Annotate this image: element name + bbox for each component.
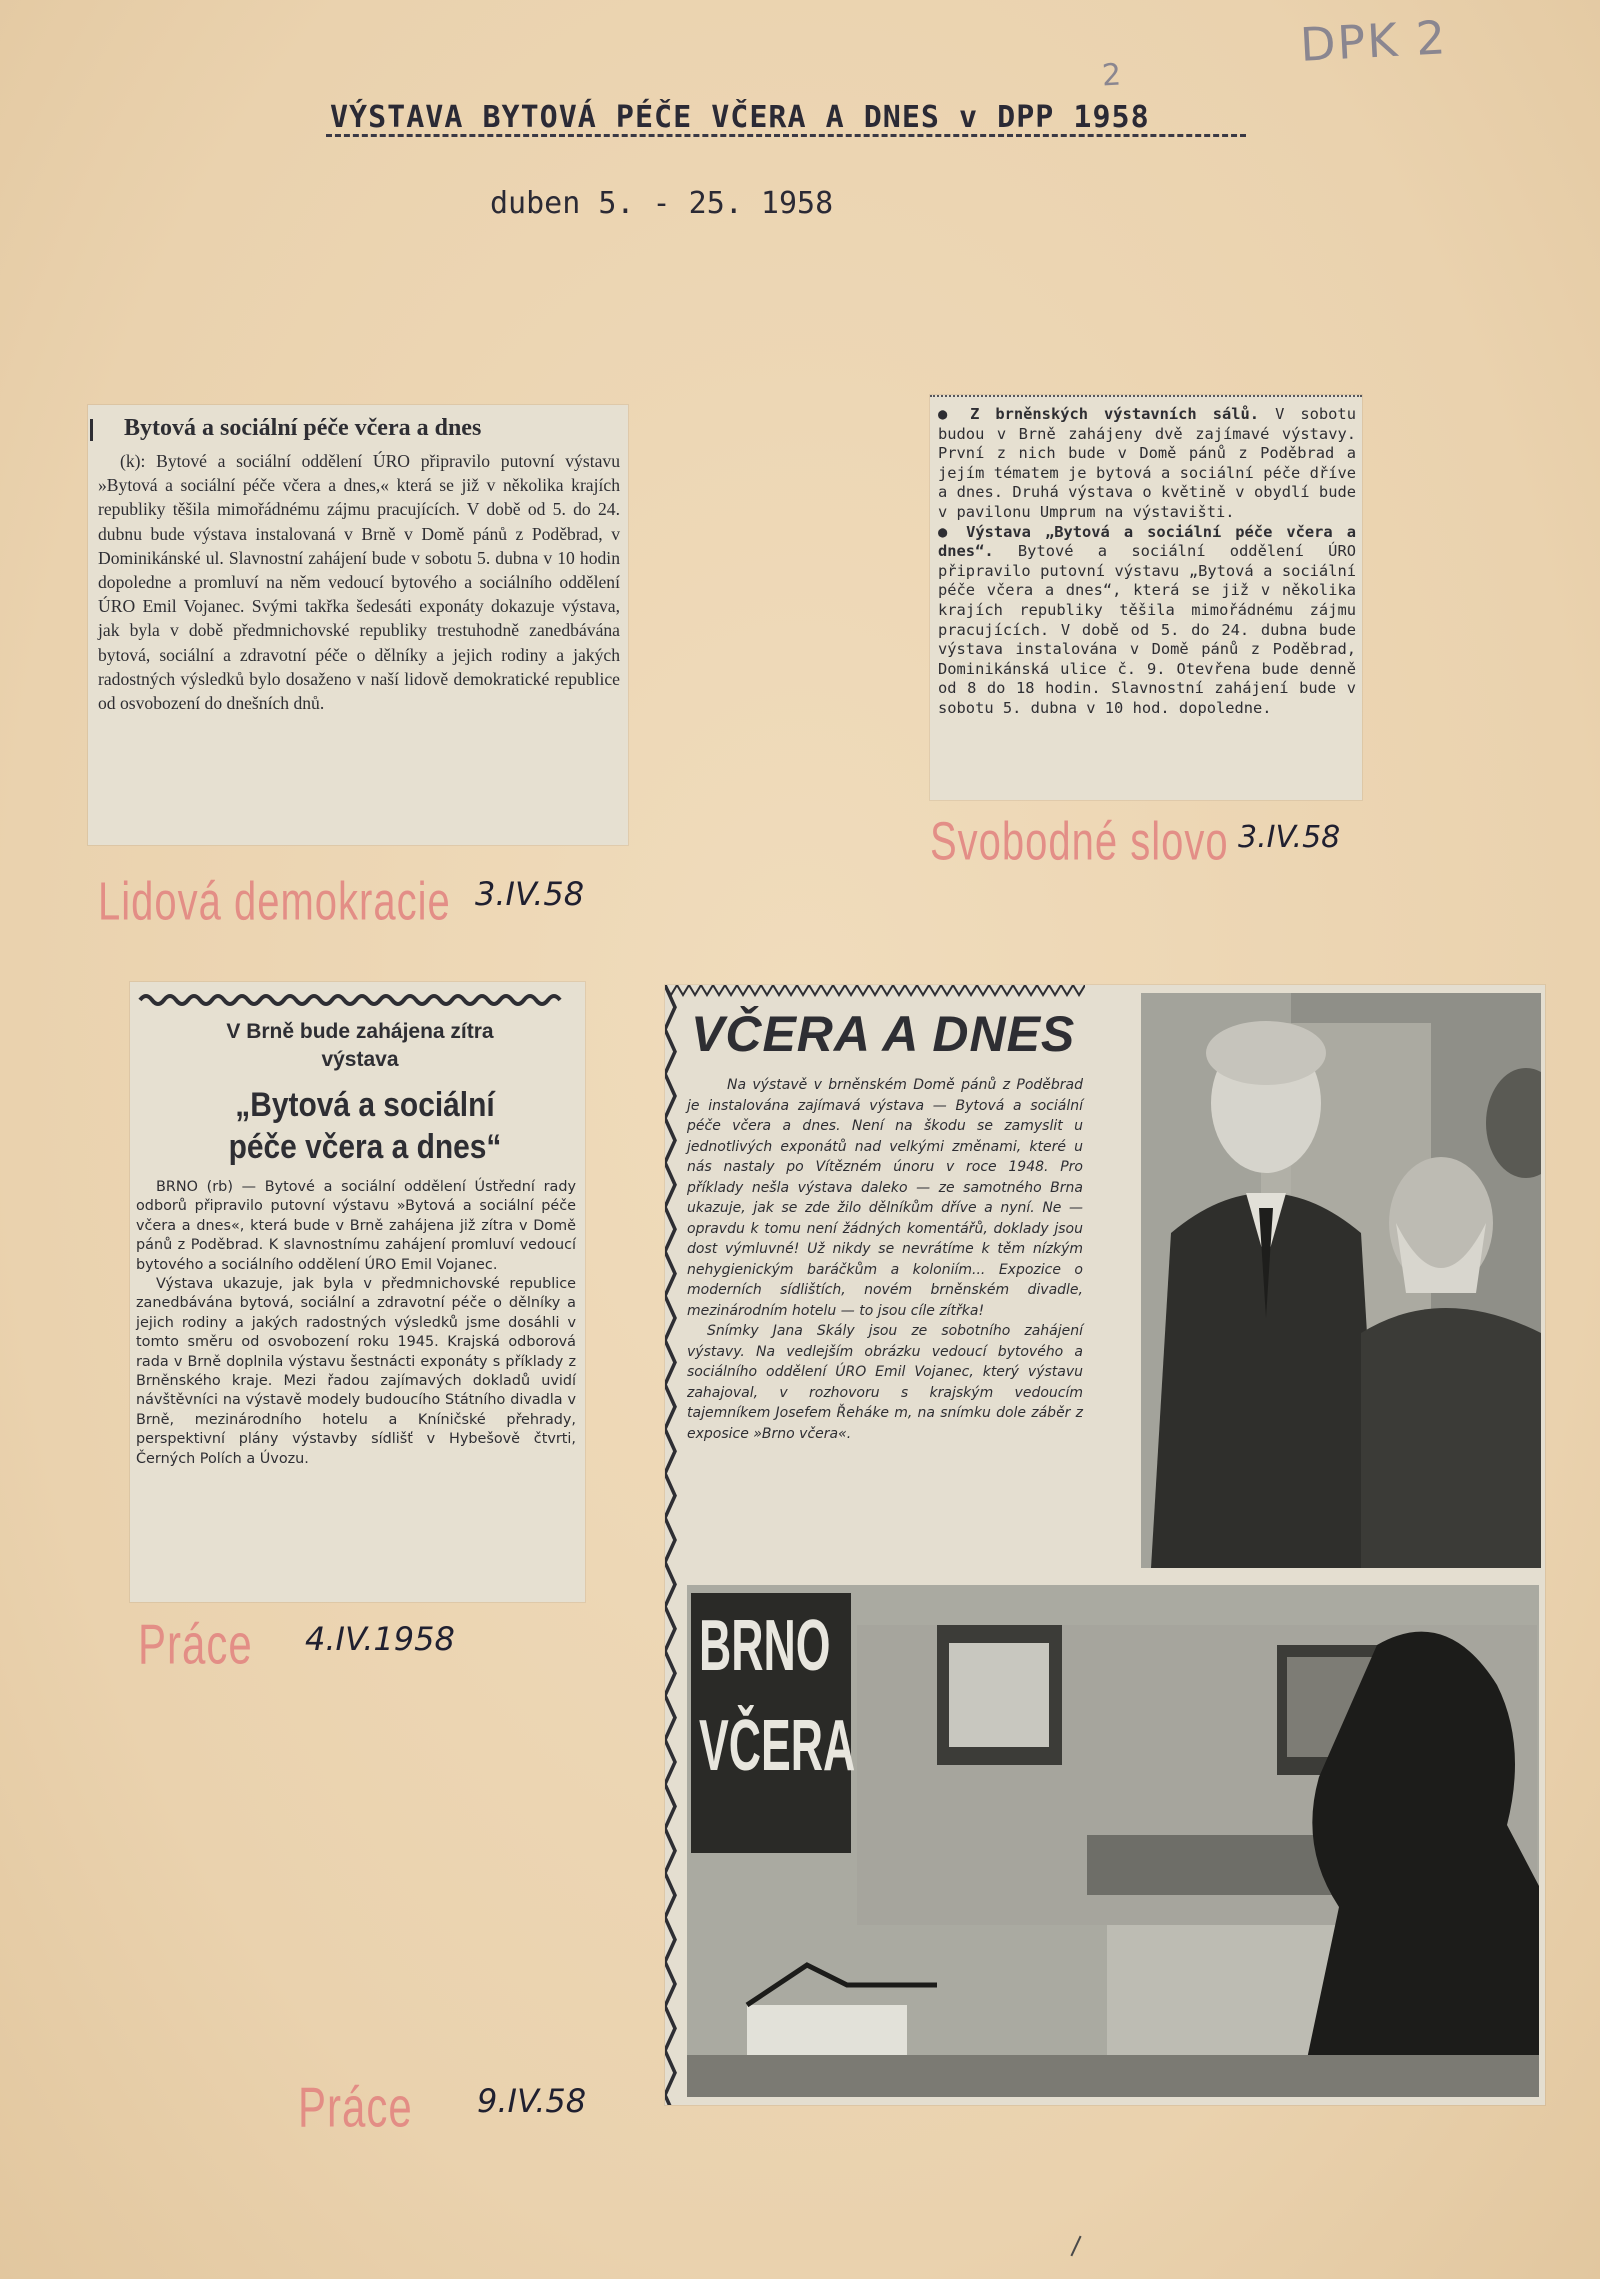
clip-body-2: Výstava ukazuje, jak byla v předmnichovské republice zanedbávána bytová, sociální a zdravotní péče o dělníky a jejich rodiny a jakých radostných výsledků jsme dosáhli v tomto směru od osvobození roku 1945. Krajská odborová rada v Brně doplnila výstavu šestnácti exponáty s příklady z Brněnského kraje. Mezi řadou zajímavých dokladů uvidí návštěvníci na výstavě modely budoucího Státního divadla v Brně, mezinárodního hotelu a Kníničské přehrady, perspektivní plány výstavby sídlišť v Hybešově čtvrti, Černých Polích a Úvozu. [136, 1276, 576, 1467]
clip-headline: „Bytová a sociální péče včera a dnes“ [228, 1086, 502, 1166]
clipping-prace-1 [130, 982, 585, 1602]
clip-headline-bar [90, 419, 93, 441]
document-title: VÝSTAVA BYTOVÁ PÉČE VČERA A DNES v DPP 1958 [330, 100, 1150, 135]
clip-body-1: BRNO (rb) — Bytové a sociální oddělení Ústřední rady odborů připravilo putovní výstavu »Bytová a sociální péče včera a dnes«, která bude v Brně zahájena již zítra v Domě pánů z Poděbrad. K slavnostnímu zahájení promluví vedoucí bytového a sociálního oddělení ÚRO Emil Vojanec. [136, 1179, 576, 1273]
stamp-date: 9.IV.58 [477, 2082, 587, 2120]
clip-item-2-head: Výstava „Bytová a sociální péče včera a dnes“. [938, 522, 1356, 561]
photo-exhibit-brno-vcera [687, 1585, 1539, 2097]
clip-item-1 [938, 405, 1356, 523]
clip-body: Na výstavě v brněnském Domě pánů z Poděbrad je instalována zajímavá výstava — Bytová a sociální péče včera a dnes. Není na škodu se zamyslit u jednotlivých exponátů nad velkými změnami, které u nás nastaly po Vítězném únoru v roce 1948. Pro příklady nešla výstava daleko — ze samotného Brna ukazuje, jak se zde žilo dělníkům dříve a nyní. Ne — opravdu k tomu není žádných komentářů, doklady jsou dost výmluvné! Už nikdy se nevrátíme k těm nízkým nehygienickým baráčkům a koloniím... Expozice o moderních sídlištích, novém brněnském divadle, mezinárodním hotelu — to jsou cíle zítřka! [687, 1077, 1083, 1319]
clip-item-1-body: V sobotu budou v Brně zahájeny dvě zajímavé výstavy. První z nich bude v Domě pánů z Poděbrad a jejím tématem je bytová a sociální péče dříve a dnes. Druhá výstava o květině v obydlí bude v pavilonu Umprum na výstavišti. [938, 405, 1356, 521]
clip-body: (k): Bytové a sociální oddělení ÚRO připravilo putovní výstavu »Bytová a sociální péče včera a dnes,« která se již v několika krajích republiky těšila mimořádnému zájmu pracujících. V době od 5. do 24. dubnu bude výstava instalovaná v Brně v Domě pánů z Poděbrad, v Dominikánské ul. Slavnostní zahájení bude v sobotu 5. dubna v 10 hodin dopoledne a promluví na něm vedoucí bytového a sociálního oddělení ÚRO Emil Vojanec. Svými takřka šedesáti exponáty dokazuje výstava, jak byla v době předmnichovské republiky trestuhodně zanedbávána bytová, sociální a zdravotní péče o dělníky a jejich rodiny a jakých radostných výsledků bylo dosaženo v naší lidově demokratické republice od osvobození do dnešních dnů. [98, 451, 620, 714]
clip-item-2-body: Bytové a sociální oddělení ÚRO připravilo putovní výstavu „Bytová a sociální péče včera a dnes“, která se již v několika krajích republiky těšila mimořádnému zájmu pracujících. V době od 5. do 24. dubna bude výstava instalována v Domě pánů z Poděbrad, Dominikánská ulice č. 9. Otevřena bude denně od 8 do 18 hodin. Slavnostní zahájení bude v sobotu 5. dubna v 10 hod. dopoledne. [938, 542, 1356, 717]
clipping-lidova-demokracie [88, 405, 628, 845]
clip-caption: Snímky Jana Skály jsou ze sobotního zahájení výstavy. Na vedlejším obrázku vedoucí bytového a sociálního oddělení ÚRO Emil Vojanec, který výstavu zahajoval, v rozhovoru s krajským vedoucím tajemníkem Josefem Řeháke m, na snímku dole záběr z exposice »Brno včera«. [687, 1323, 1083, 1442]
clip-item-2 [938, 523, 1356, 719]
photo-sign-brno: BRNO [699, 1606, 831, 1686]
clipping-svobodne-slovo [930, 395, 1362, 800]
stamp-date: 3.IV.58 [475, 875, 585, 913]
clip-kicker: V Brně bude zahájena zítra výstava [226, 1020, 494, 1071]
clip-item-1-head: Z brněnských výstavních sálů. [970, 405, 1260, 423]
date-line: duben 5. - 25. 1958 [490, 186, 834, 221]
clip-torn-edge [930, 395, 1362, 403]
photo-men-illustration [1141, 993, 1541, 1568]
stamp-newspaper: Lidová demokracie [98, 872, 451, 932]
stamp-date: 4.IV.1958 [305, 1620, 455, 1658]
clip-headline: Bytová a sociální péče včera a dnes [124, 415, 482, 441]
stamp-newspaper: Svobodné slovo [930, 812, 1229, 872]
zigzag-border-top [665, 985, 1085, 997]
bullet-icon: ● [938, 522, 953, 541]
corner-code: DPK 2 [1298, 10, 1449, 72]
stamp-newspaper: Práce [298, 2075, 413, 2139]
pencil-mark [1070, 2236, 1081, 2257]
decorative-wave-rule [130, 986, 585, 1008]
clip-headline: VČERA A DNES [691, 1006, 1076, 1062]
photo-opening-conversation [1141, 993, 1541, 1568]
page-number: 2 [1101, 57, 1122, 94]
stamp-newspaper: Práce [138, 1612, 253, 1676]
title-underline [326, 134, 1246, 137]
zigzag-border-left [665, 985, 677, 2105]
photo-sign-vcera: VČERA [699, 1706, 856, 1786]
stamp-date: 3.IV.58 [1238, 820, 1341, 855]
clipping-prace-2 [665, 985, 1545, 2105]
bullet-icon: ● [938, 405, 955, 423]
